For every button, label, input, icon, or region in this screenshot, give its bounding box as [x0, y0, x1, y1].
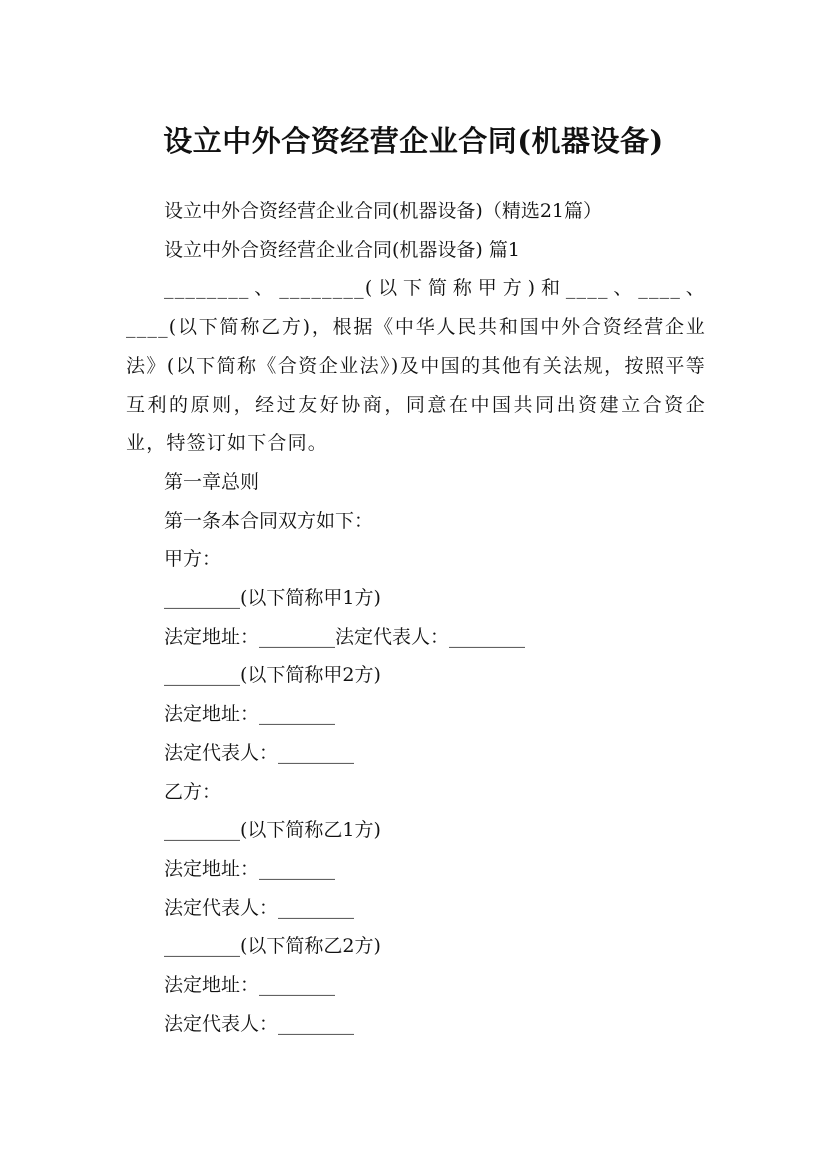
paragraph-preamble: ________、________(以下简称甲方)和____、____、____(以下简称乙方)，根据《中华人民共和国中外合资经营企业法》(以下简称《合资企业法》)及中国的其他有关法规，按照平等互利的原则，经过友好协商，同意在中国共同出资建立合资企业，特签订如下合同。 — [126, 277, 706, 455]
paragraph-party-b1-address: 法定地址：________ — [164, 857, 336, 880]
paragraph-party-a1-address: 法定地址：________法定代表人：________ — [164, 625, 526, 648]
paragraph-party-a: 甲方： — [164, 548, 222, 571]
paragraph-party-a2-address: 法定地址：________ — [164, 703, 336, 726]
paragraph-article-one: 第一条本合同双方如下： — [164, 509, 374, 532]
document-title: 设立中外合资经营企业合同(机器设备) — [163, 124, 664, 159]
paragraph-article-heading: 设立中外合资经营企业合同(机器设备) 篇1 — [164, 238, 520, 261]
paragraph-party-b2-address: 法定地址：________ — [164, 974, 336, 997]
paragraph-party-b: 乙方： — [164, 780, 222, 803]
paragraph-collection-title: 设立中外合资经营企业合同(机器设备)（精选21篇） — [164, 200, 603, 222]
paragraph-party-b2-name: ________(以下简称乙2方) — [164, 935, 381, 958]
paragraph-party-a2-name: ________(以下简称甲2方) — [164, 664, 381, 687]
paragraph-party-a2-representative: 法定代表人：________ — [164, 741, 355, 764]
paragraph-party-b1-representative: 法定代表人：________ — [164, 896, 355, 919]
paragraph-party-b2-representative: 法定代表人：________ — [164, 1012, 355, 1035]
paragraph-party-b1-name: ________(以下简称乙1方) — [164, 819, 381, 842]
document-body — [126, 192, 706, 1043]
paragraph-chapter-one: 第一章总则 — [164, 470, 260, 493]
paragraph-party-a1-name: ________(以下简称甲1方) — [164, 587, 381, 610]
